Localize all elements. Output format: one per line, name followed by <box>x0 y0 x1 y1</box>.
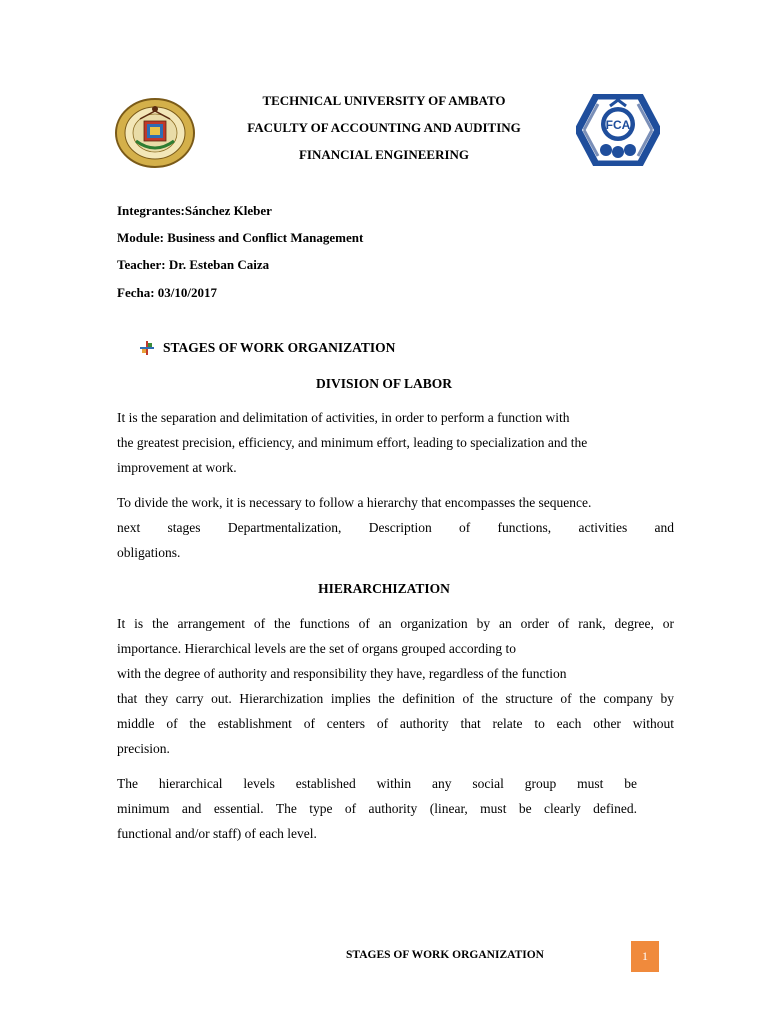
hierarchization-paragraph-1 <box>117 611 674 761</box>
hierarchization-title: HIERARCHIZATION <box>318 581 450 596</box>
teacher-line: Teacher: Dr. Esteban Caiza <box>117 257 270 272</box>
module-line: Module: Business and Conflict Management <box>117 230 364 245</box>
text-line: It is the separation and delimitation of activities, in order to perform a function with <box>117 410 570 425</box>
text-line: To divide the work, it is necessary to follow a hierarchy that encompasses the sequence. <box>117 495 592 510</box>
footer-title: STAGES OF WORK ORGANIZATION <box>346 949 544 961</box>
text-line: precision. <box>117 741 170 756</box>
text-line: improvement at work. <box>117 460 237 475</box>
hierarchization-paragraph-2 <box>117 771 637 846</box>
text-line: obligations. <box>117 545 181 560</box>
section-title: STAGES OF WORK ORGANIZATION <box>163 340 396 355</box>
text-line: that they carry out. Hierarchization implies the definition of the structure of the company by <box>117 691 674 706</box>
text-line: next stages Departmentalization, Description of functions, activities and <box>117 520 674 535</box>
text-line: It is the arrangement of the functions of an organization by an order of rank, degree, or <box>117 616 674 631</box>
members-line: Integrantes:Sánchez Kleber <box>117 203 272 218</box>
faculty-name: FACULTY OF ACCOUNTING AND AUDITING <box>247 120 521 135</box>
text-line: with the degree of authority and responsibility they have, regardless of the function <box>117 666 567 681</box>
text-line: functional and/or staff) of each level. <box>117 826 317 841</box>
program-name: FINANCIAL ENGINEERING <box>298 147 470 162</box>
text-line: middle of the establishment of centers of authority that relate to each other without <box>117 716 674 731</box>
page-number-badge: 1 <box>631 941 659 972</box>
fca-logo-text: FCA <box>605 118 631 132</box>
text-line: minimum and essential. The type of authority (linear, must be clearly defined. <box>117 801 637 816</box>
university-name: TECHNICAL UNIVERSITY OF AMBATO <box>262 93 506 108</box>
text-line: The hierarchical levels established within any social group must be <box>117 776 637 791</box>
division-paragraph-2 <box>117 490 674 565</box>
date-line: Fecha: 03/10/2017 <box>117 285 218 300</box>
colored-cross-bullet-icon <box>140 341 154 355</box>
text-line: the greatest precision, efficiency, and minimum effort, leading to specialization and the <box>117 435 588 450</box>
text-line: importance. Hierarchical levels are the set of organs grouped according to <box>117 641 516 656</box>
division-paragraph-1 <box>117 405 674 480</box>
division-title: DIVISION OF LABOR <box>315 376 453 391</box>
